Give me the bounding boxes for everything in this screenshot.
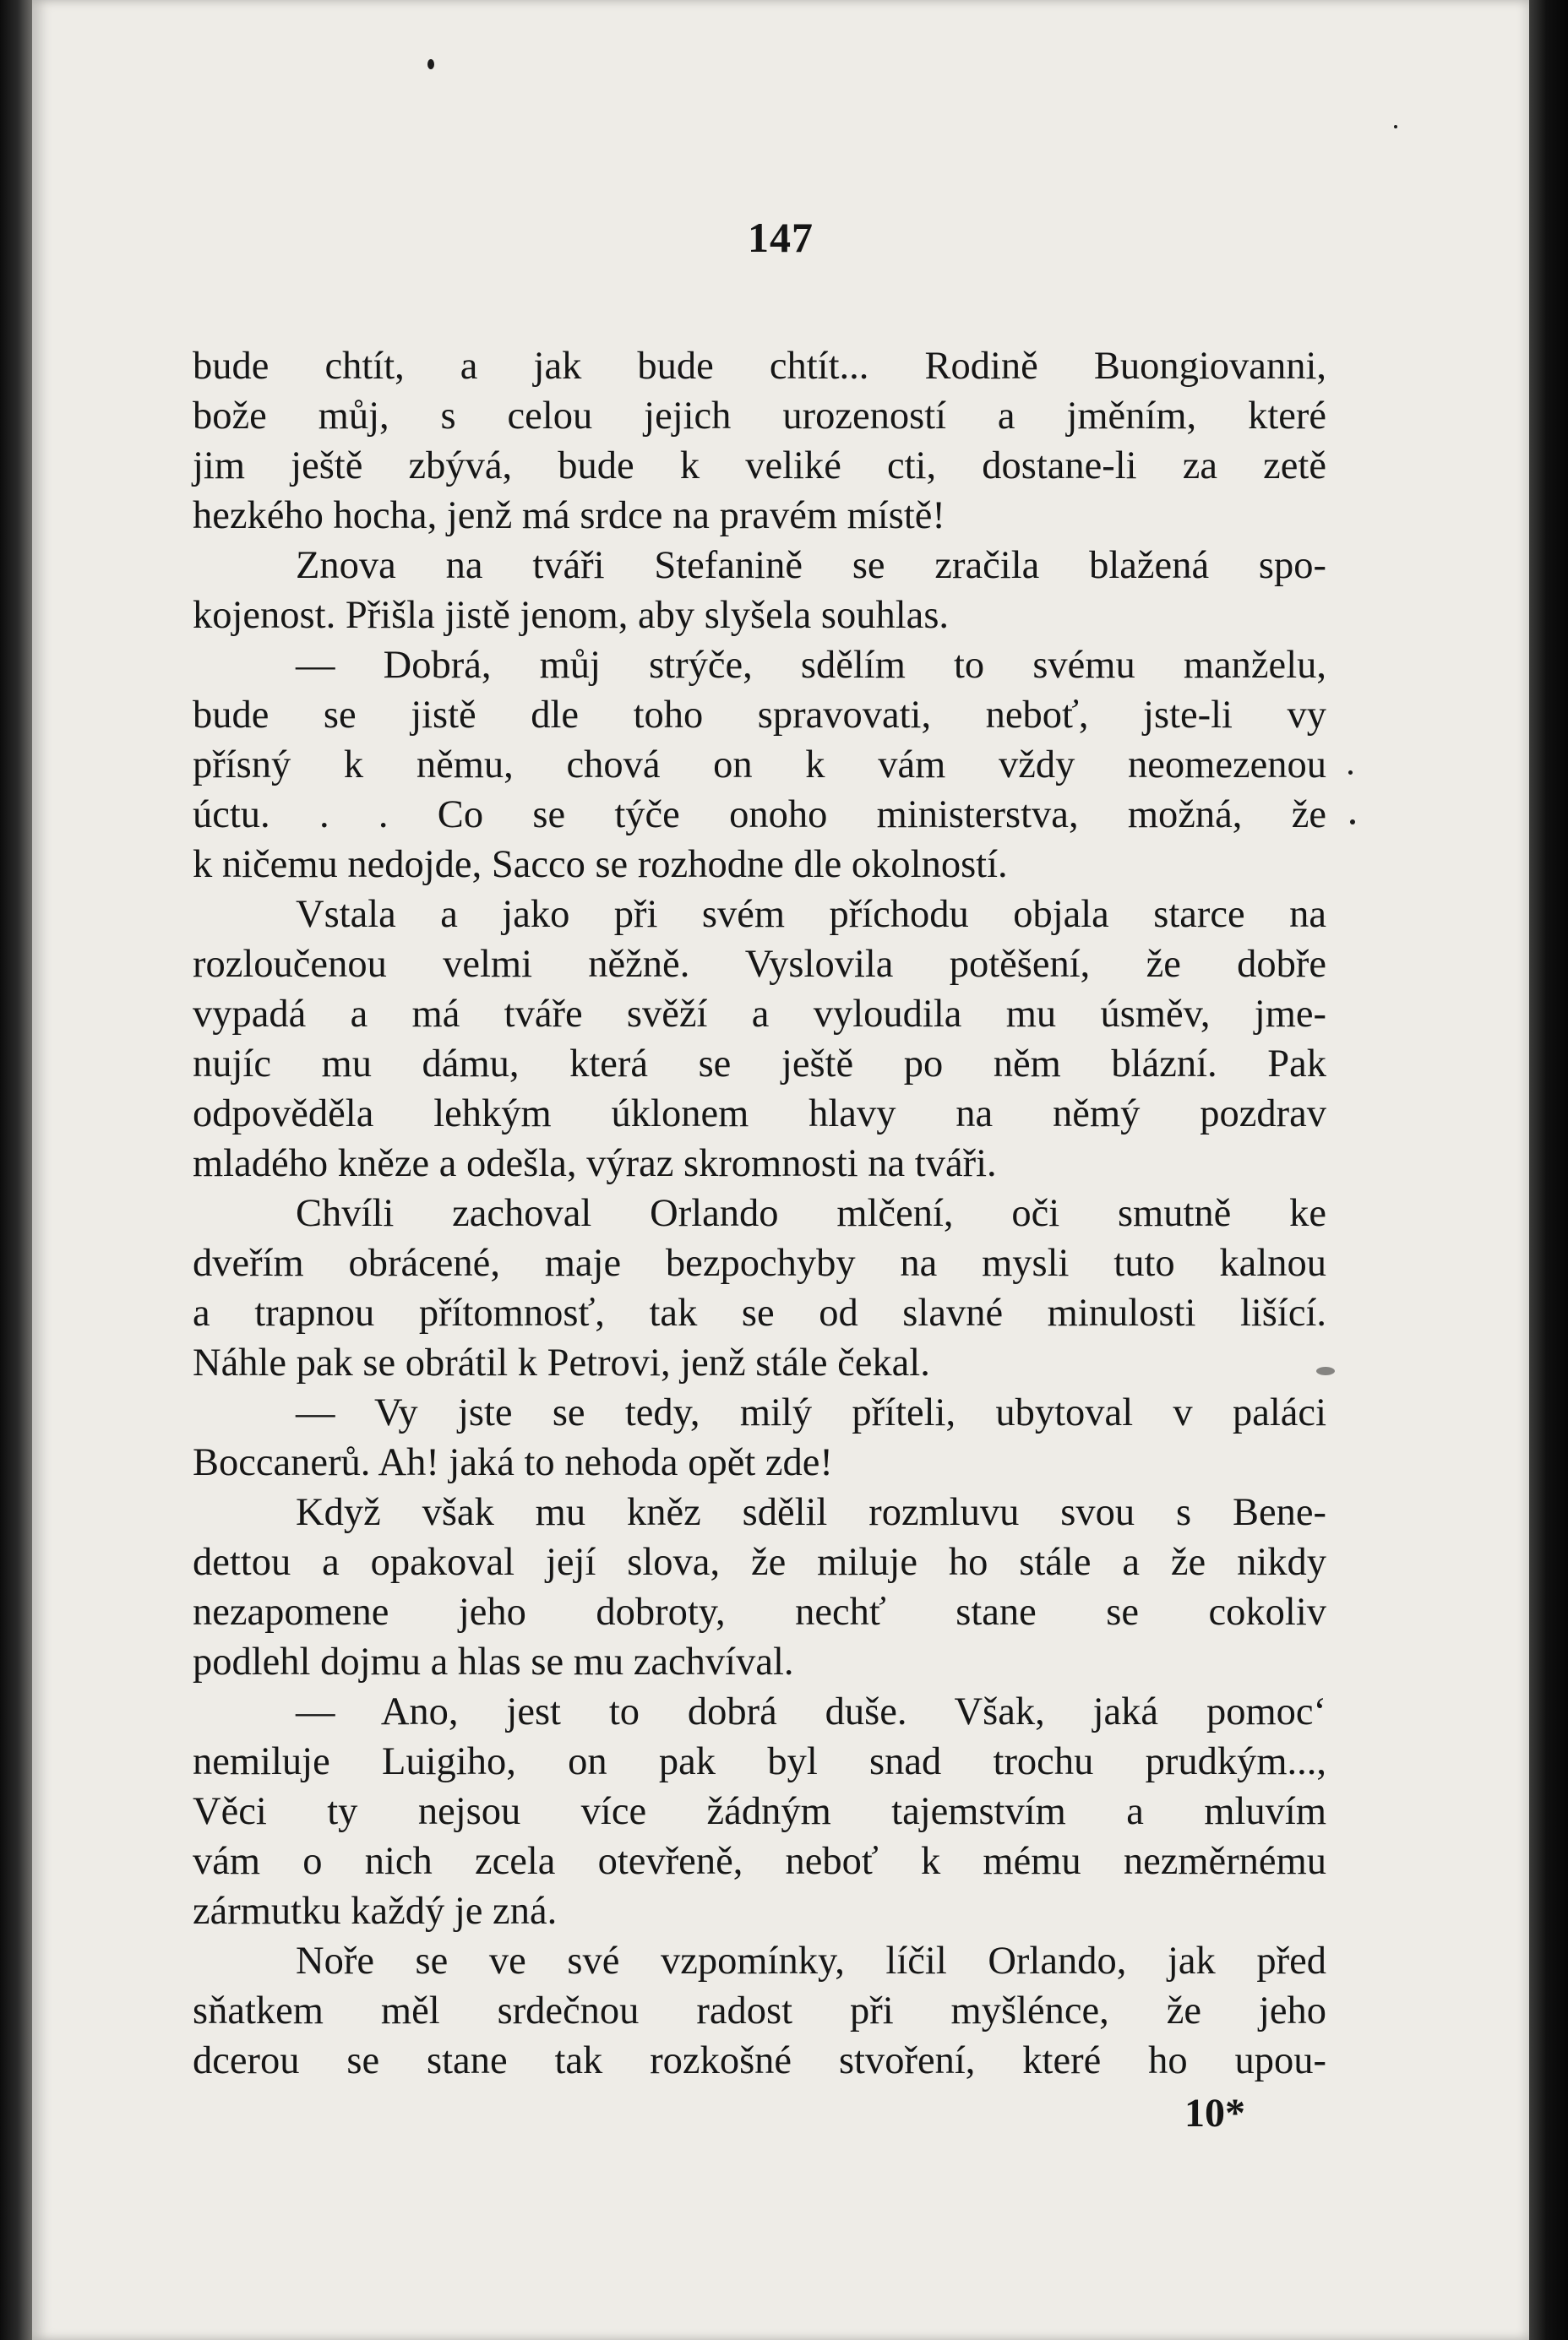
text-line: rozloučenou velmi něžně. Vyslovila potěšení, že dobře bbox=[193, 943, 1326, 986]
text-line: nemiluje Luigiho, on pak byl snad trochu prudkým..., bbox=[193, 1740, 1326, 1783]
text-line: sňatkem měl srdečnou radost při myšlénce, že jeho bbox=[193, 1989, 1326, 2033]
text-line: Vstala a jako při svém příchodu objala starce na bbox=[296, 893, 1326, 936]
page-number: 147 bbox=[748, 214, 814, 261]
text-line: nezapomene jeho dobroty, nechť stane se cokoliv bbox=[193, 1591, 1326, 1634]
text-line: Když však mu kněz sdělil rozmluvu svou s Bene- bbox=[296, 1491, 1326, 1534]
text-line: a trapnou přítomnosť, tak se od slavné minulosti lišící. bbox=[193, 1292, 1326, 1335]
text-line: Chvíli zachoval Orlando mlčení, oči smutně ke bbox=[296, 1192, 1326, 1235]
text-line: Boccanerů. Ah! jaká to nehoda opět zde! bbox=[193, 1441, 833, 1484]
text-line: bude se jistě dle toho spravovati, neboť, jste-li vy bbox=[193, 694, 1326, 737]
text-line: — Vy jste se tedy, milý příteli, ubytoval v paláci bbox=[296, 1391, 1326, 1434]
text-line: podlehl dojmu a hlas se mu zachvíval. bbox=[193, 1641, 794, 1684]
ink-speck bbox=[1350, 819, 1355, 824]
text-line: úctu. . . Co se týče onoho ministerstva, možná, že bbox=[193, 793, 1326, 836]
text-line: vám o nich zcela otevřeně, neboť k mému nezměrnému bbox=[193, 1840, 1326, 1883]
signature-mark: 10* bbox=[1184, 2091, 1245, 2136]
text-line: jim ještě zbývá, bude k veliké cti, dostane-li za zetě bbox=[193, 444, 1326, 487]
text-line: mladého kněze a odešla, výraz skromnosti na tváři. bbox=[193, 1142, 997, 1185]
text-line: Noře se ve své vzpomínky, líčil Orlando, jak před bbox=[296, 1940, 1326, 1983]
right-scan-edge bbox=[1529, 0, 1568, 2340]
ink-speck bbox=[1394, 125, 1397, 128]
text-line: přísný k němu, chová on k vám vždy neomezenou bbox=[193, 743, 1326, 786]
text-line: dettou a opakoval její slova, že miluje ho stále a že nikdy bbox=[193, 1541, 1326, 1584]
body-text bbox=[193, 341, 1326, 2086]
text-line: — Dobrá, můj strýče, sdělím to svému manželu, bbox=[296, 644, 1326, 687]
text-line: kojenost. Přišla jistě jenom, aby slyšela souhlas. bbox=[193, 594, 950, 637]
text-line: Věci ty nejsou více žádným tajemstvím a mluvím bbox=[193, 1790, 1326, 1833]
text-line: dveřím obrácené, maje bezpochyby na mysli tuto kalnou bbox=[193, 1242, 1326, 1285]
text-line: vypadá a má tváře svěží a vyloudila mu úsměv, jme- bbox=[193, 993, 1326, 1036]
text-line: zármutku každý je zná. bbox=[193, 1890, 558, 1933]
text-line: Náhle pak se obrátil k Petrovi, jenž stále čekal. bbox=[193, 1341, 930, 1385]
text-line: odpověděla lehkým úklonem hlavy na němý pozdrav bbox=[193, 1092, 1326, 1135]
ink-speck bbox=[1348, 770, 1353, 775]
text-line: dcerou se stane tak rozkošné stvoření, které ho upou- bbox=[193, 2039, 1326, 2082]
text-line: nujíc mu dámu, která se ještě po něm blázní. Pak bbox=[193, 1042, 1326, 1086]
text-line: k ničemu nedojde, Sacco se rozhodne dle okolností. bbox=[193, 843, 1008, 886]
text-line: bože můj, s celou jejich urozeností a jměním, které bbox=[193, 395, 1326, 438]
text-line: bude chtít, a jak bude chtít... Rodině Buongiovanni, bbox=[193, 345, 1326, 388]
text-line: Znova na tváři Stefanině se zračila blažená spo- bbox=[296, 544, 1326, 587]
text-line: hezkého hocha, jenž má srdce na pravém místě! bbox=[193, 494, 945, 537]
left-binding-edge bbox=[0, 0, 32, 2340]
book-page bbox=[32, 0, 1529, 2340]
ink-speck bbox=[427, 59, 434, 69]
text-line: — Ano, jest to dobrá duše. Však, jaká pomoc‘ bbox=[296, 1690, 1326, 1733]
